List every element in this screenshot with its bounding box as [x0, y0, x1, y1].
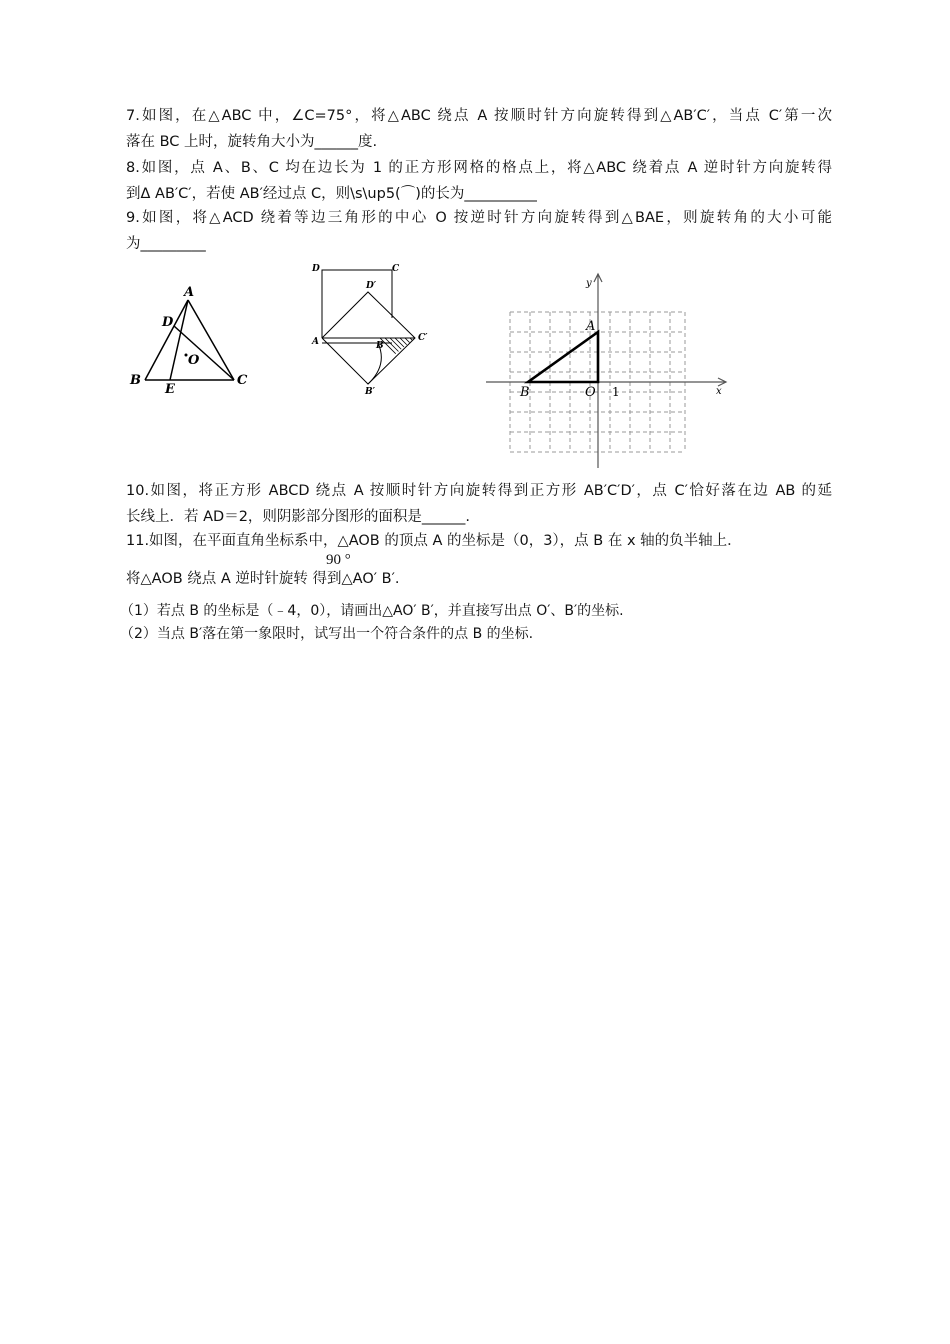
q9-line1: 9.如图，将△ACD 绕着等边三角形的中心 O 按逆时针方向旋转得到△BAE，则旋转角的大小可能	[126, 210, 832, 226]
q11-line1: 11.如图，在平面直角坐标系中，△AOB 的顶点 A 的坐标是（0，3），点 B 在 x 轴的负半轴上．	[126, 533, 742, 549]
rotation-angle: 90 °	[326, 552, 351, 568]
label-c-prime: C′	[418, 333, 428, 343]
q8-line1: 8.如图，点 A、B、C 均在边长为 1 的正方形网格的格点上，将△ABC 绕着点 A 逆时针方向旋转得	[126, 160, 832, 176]
q10-line2: 长线上．若 AD＝2，则阴影部分图形的面积是______.	[126, 509, 471, 525]
label-e: E	[165, 382, 175, 397]
side-ac	[188, 300, 234, 380]
label-y: y	[586, 278, 592, 289]
q10-line1: 10.如图，将正方形 ABCD 绕点 A 按顺时针方向旋转得到正方形 AB′C′D′，点 C′恰好落在边 AB 的延	[126, 483, 832, 499]
figure-rotated-square	[308, 260, 438, 400]
q11-sub2: （2）当点 B′落在第一象限时，试写出一个符合条件的点 B 的坐标.	[120, 626, 534, 642]
label-o: O	[188, 353, 200, 368]
label-b: B	[520, 385, 530, 400]
figure-coordinate-grid	[480, 268, 740, 468]
q11-sub1: （1）若点 B 的坐标是（﹣4，0），请画出△AO′ B′，并直接写出点 O′、B′的坐标.	[120, 603, 624, 619]
label-c: C	[392, 264, 400, 274]
tick-label-1: 1	[612, 385, 620, 399]
q11-line2: 将△AOB 绕点 A 逆时针旋转 得到△AO′ B′.	[126, 571, 400, 587]
label-b-prime: B′	[365, 387, 375, 397]
q7-line1: 7.如图，在△ABC 中，∠C=75°，将△ABC 绕点 A 按顺时针方向旋转得到△AB′C′，当点 C′第一次	[126, 108, 832, 124]
q9-line2: 为_________	[126, 236, 206, 252]
triangle-aob	[528, 332, 598, 382]
label-b: B	[376, 341, 384, 351]
segment-dc	[174, 326, 234, 380]
label-b: B	[130, 373, 141, 388]
label-o: O	[585, 385, 596, 400]
q7-line2: 落在 BC 上时，旋转角大小为______度.	[126, 134, 378, 150]
label-x: x	[716, 386, 722, 397]
q8-line2: 到Δ AB′C′，若使 AB′经过点 C，则\s\up5(⌒)的长为__________	[126, 186, 537, 202]
label-d: D	[312, 264, 320, 274]
figure-equilateral-triangle	[120, 280, 260, 400]
segment-ae	[170, 300, 188, 380]
label-d-prime: D′	[366, 281, 377, 291]
label-a: A	[586, 319, 596, 334]
label-a: A	[184, 285, 195, 300]
side-ab	[145, 300, 188, 380]
label-d: D	[162, 315, 174, 330]
label-c: C	[237, 373, 248, 388]
label-a: A	[312, 337, 319, 347]
